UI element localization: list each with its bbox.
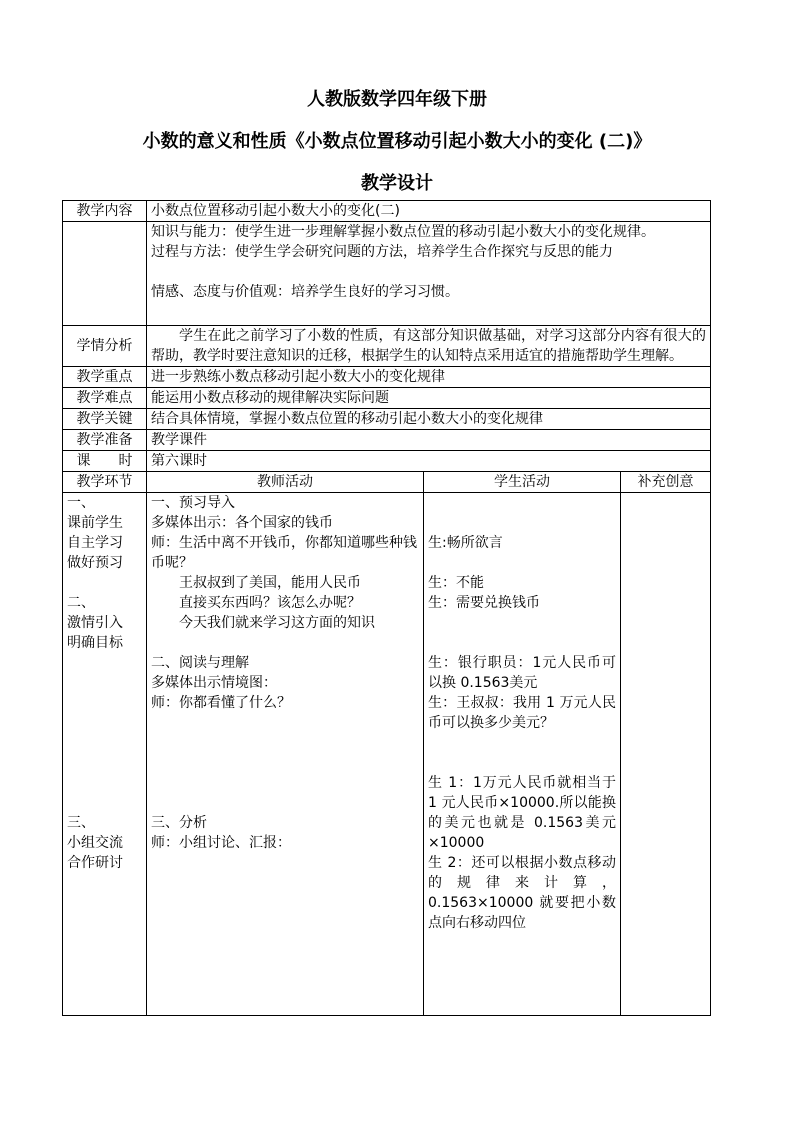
student-response-3: 生：需要兑换钱币 [428,595,540,611]
label-prep: 教学准备 [63,430,147,451]
teacher-media-1: 多媒体出示：各个国家的钱币 [151,515,333,531]
teacher-activity-column [147,493,424,1016]
goal-knowledge: 知识与能力：使学生进一步理解掌握小数点位置的移动引起小数大小的变化规律。 [151,224,655,240]
teacher-media-2: 多媒体出示情境图： [151,675,277,691]
stage-2-number: 二、 [67,595,95,611]
value-crux: 结合具体情境，掌握小数点位置的移动引起小数大小的变化规律 [147,409,711,430]
row-headers [63,472,711,493]
value-period: 第六课时 [147,451,711,472]
stage-2-line1: 激情引入 [67,615,123,631]
row-content [63,201,711,222]
stage-3-line2: 合作研讨 [67,855,123,871]
stage-1-line3: 做好预习 [67,555,123,571]
label-period: 课 时 [63,451,147,472]
value-content: 小数点位置移动引起小数大小的变化(二) [147,201,711,222]
stage-2-line2: 明确目标 [67,635,123,651]
goal-attitude: 情感、态度与价值观：培养学生良好的学习习惯。 [151,284,459,300]
value-difficulty: 能运用小数点移动的规律解决实际问题 [147,388,711,409]
label-key: 教学重点 [63,367,147,388]
value-goals [147,222,711,326]
value-key: 进一步熟练小数点移动引起小数大小的变化规律 [147,367,711,388]
row-crux [63,409,711,430]
student-activity-column [424,493,621,1016]
value-analysis: 学生在此之前学习了小数的性质，有这部分知识做基础，对学习这部分内容有很大的帮助，教学时要注意知识的迁移，根据学生的认知特点采用适宜的措施帮助学生理解。 [147,326,711,367]
row-analysis [63,326,711,367]
student-response-2: 生：不能 [428,575,484,591]
row-activities [63,493,711,1016]
student-response-5: 生：王叔叔：我用 1 万元人民币可以换多少美元？ [428,695,616,731]
teacher-question-2: 师：你都看懂了什么？ [151,695,291,711]
row-difficulty [63,388,711,409]
header-teacher: 教师活动 [147,472,424,493]
teacher-step-1: 一、预习导入 [151,495,235,511]
stage-1-number: 一、 [67,495,95,511]
row-prep [63,430,711,451]
teacher-scenario-1: 王叔叔到了美国，能用人民币 [179,575,361,591]
stage-column [63,493,147,1016]
header-student: 学生活动 [424,472,621,493]
label-goals [63,222,147,326]
row-key [63,367,711,388]
label-analysis: 学情分析 [63,326,147,367]
stage-3-number: 三、 [67,815,95,831]
stage-3-line1: 小组交流 [67,835,123,851]
student-response-7: 生 2：还可以根据小数点移动的规律来计算，0.1563×10000 就要把小数点向右移动四位 [428,855,616,931]
label-difficulty: 教学难点 [63,388,147,409]
lesson-title: 小数的意义和性质《小数点位置移动引起小数大小的变化 (二)》 [142,131,652,152]
lesson-plan-table [62,200,711,1016]
teacher-question-1: 师：生活中离不开钱币，你都知道哪些种钱币呢？ [151,535,417,571]
stage-1-line1: 课前学生 [67,515,123,531]
document-title: 人教版数学四年级下册 [307,89,487,110]
student-response-4: 生：银行职员：1元人民币可以换 0.1563美元 [428,655,616,691]
header-extra: 补充创意 [621,472,711,493]
student-response-1: 生:畅所欲言 [428,535,503,551]
label-crux: 教学关键 [63,409,147,430]
student-response-6: 生 1：1万元人民币就相当于 1 元人民币×10000.所以能换的美元也就是 0.1563美元×10000 [428,775,616,851]
design-title: 教学设计 [361,173,433,194]
teacher-step-2: 二、阅读与理解 [151,655,249,671]
goal-process: 过程与方法：使学生学会研究问题的方法，培养学生合作探究与反思的能力 [151,244,613,260]
teacher-intro: 今天我们就来学习这方面的知识 [179,615,375,631]
teacher-scenario-2: 直接买东西吗？该怎么办呢？ [179,595,361,611]
teacher-step-3: 三、分析 [151,815,207,831]
teacher-discussion: 师：小组讨论、汇报： [151,835,291,851]
value-prep: 教学课件 [147,430,711,451]
row-period [63,451,711,472]
header-stage: 教学环节 [63,472,147,493]
row-goals [63,222,711,326]
extra-ideas-column [621,493,711,1016]
stage-1-line2: 自主学习 [67,535,123,551]
label-content: 教学内容 [63,201,147,222]
